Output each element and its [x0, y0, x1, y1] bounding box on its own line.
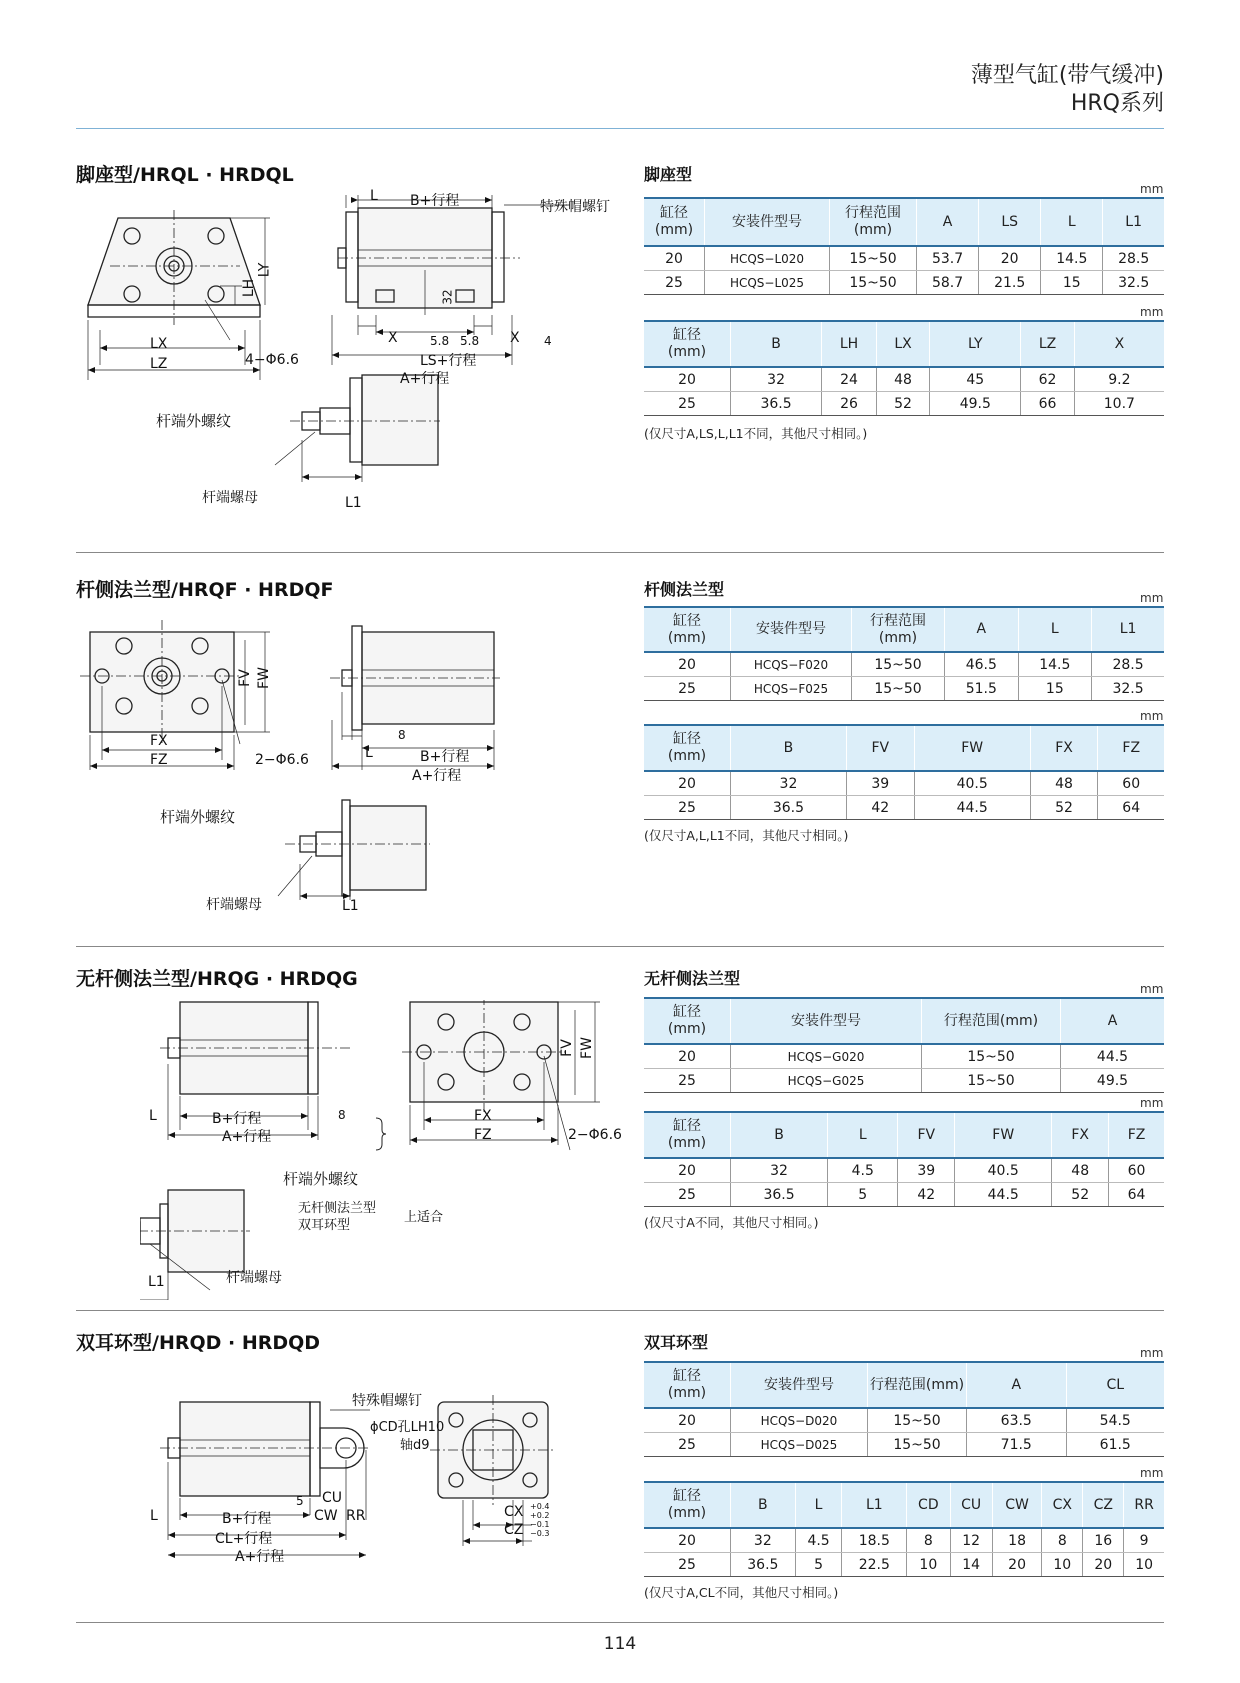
th: L — [795, 1482, 842, 1528]
th: A — [967, 1362, 1067, 1408]
cell: 45 — [930, 367, 1021, 392]
table-row — [644, 1044, 1164, 1069]
foot-hole: 4−Φ6.6 — [245, 352, 299, 368]
cell: HCQS−D025 — [731, 1433, 868, 1457]
cell: 49.5 — [930, 392, 1021, 416]
cell: 62 — [1021, 367, 1074, 392]
table-row — [644, 1069, 1164, 1093]
cell: 20 — [644, 1158, 731, 1183]
dim-b-stroke-rod-flange: B+行程 — [420, 749, 470, 765]
cell: 15~50 — [830, 271, 917, 295]
applies-to-label: 上适合 — [404, 1210, 444, 1225]
table-row — [644, 1183, 1164, 1207]
table-row — [644, 1158, 1164, 1183]
cell: 15~50 — [852, 677, 945, 701]
th: 缸径 (mm) — [644, 198, 705, 246]
cell: 20 — [992, 1553, 1042, 1577]
section-title-head-flange: 无杆侧法兰型/HRQG · HRDQG — [76, 968, 358, 990]
cell: 20 — [644, 652, 731, 677]
dim-fv: FV — [236, 669, 253, 687]
cell: 5 — [828, 1183, 898, 1207]
cell: 25 — [644, 1433, 731, 1457]
applies-clevis: 双耳环型 — [298, 1218, 351, 1233]
cell: 40.5 — [955, 1158, 1052, 1183]
th: 行程范围 (mm) — [830, 198, 917, 246]
cell: 21.5 — [979, 271, 1041, 295]
th: 安装件型号 — [731, 1362, 868, 1408]
cell: 14.5 — [1018, 652, 1092, 677]
th: CZ — [1083, 1482, 1124, 1528]
unit-clevis-1: mm — [1140, 1346, 1164, 1360]
dim-ls-stroke: LS+行程 — [420, 353, 477, 369]
th: 行程范围 (mm) — [852, 607, 945, 652]
cell: HCQS−F025 — [731, 677, 852, 701]
cell: 14.5 — [1041, 246, 1103, 271]
th: X — [1074, 321, 1164, 367]
table-foot-1 — [644, 197, 1164, 295]
section-divider — [76, 946, 1164, 947]
th: 缸径 (mm) — [644, 321, 731, 367]
table-rod-flange-1 — [644, 606, 1164, 701]
dim-lz: LZ — [150, 356, 168, 372]
table-row — [644, 1408, 1164, 1433]
dim-b-stroke-clevis: B+行程 — [222, 1511, 272, 1527]
cell: 15~50 — [922, 1069, 1061, 1093]
th: CX — [1042, 1482, 1083, 1528]
th: FW — [955, 1112, 1052, 1158]
applies-head-flange: 无杆侧法兰型 — [298, 1201, 377, 1216]
table-clevis-1 — [644, 1361, 1164, 1457]
cd-hole-label: ϕCD孔LH10 — [370, 1420, 445, 1435]
cell: 14 — [950, 1553, 992, 1577]
cell: 32.5 — [1103, 271, 1164, 295]
th: LY — [930, 321, 1021, 367]
cell: 4.5 — [828, 1158, 898, 1183]
section-title-clevis: 双耳环型/HRQD · HRDQD — [76, 1332, 321, 1354]
cell: 36.5 — [731, 1553, 796, 1577]
cell: 28.5 — [1092, 652, 1164, 677]
table-foot-2 — [644, 320, 1164, 416]
clevis-drawing — [140, 1390, 570, 1590]
dim-lx: LX — [150, 336, 168, 352]
dim-fx-head: FX — [474, 1108, 492, 1124]
cell: HCQS−G025 — [731, 1069, 922, 1093]
th: LS — [979, 198, 1041, 246]
cell: 20 — [979, 246, 1041, 271]
cell: 10.7 — [1074, 392, 1164, 416]
cell: 15~50 — [868, 1433, 967, 1457]
cell: 8 — [907, 1528, 950, 1553]
cell: 40.5 — [914, 771, 1030, 796]
head-flange-hole: 2−Φ6.6 — [568, 1127, 622, 1143]
cell: 32 — [731, 1528, 796, 1553]
section-divider — [76, 1310, 1164, 1311]
cell: 28.5 — [1103, 246, 1164, 271]
th: CD — [907, 1482, 950, 1528]
cell: 32.5 — [1092, 677, 1164, 701]
dim-cl-stroke: CL+行程 — [215, 1531, 273, 1547]
dim-5-8-left: 5.8 — [430, 334, 450, 348]
unit-rod-flange-2: mm — [1140, 709, 1164, 723]
dim-l1-head-flange: L1 — [148, 1274, 165, 1290]
cell: 12 — [950, 1528, 992, 1553]
cell: 39 — [898, 1158, 955, 1183]
th: 缸径 (mm) — [644, 725, 731, 771]
cell: 20 — [644, 1408, 731, 1433]
rod-thread-label-foot: 杆端外螺纹 — [156, 412, 232, 430]
dim-4: 4 — [544, 334, 552, 348]
unit-rod-flange-1: mm — [1140, 591, 1164, 605]
unit-foot-1: mm — [1140, 182, 1164, 196]
th: CW — [992, 1482, 1042, 1528]
note-head-flange: (仅尺寸A不同，其他尺寸相同。) — [644, 1215, 819, 1230]
cell: 64 — [1109, 1183, 1164, 1207]
th: 行程范围(mm) — [868, 1362, 967, 1408]
cap-screw-label-foot: 特殊帽螺钉 — [540, 199, 610, 215]
head-flange-drawing — [140, 1000, 630, 1300]
table-title-foot: 脚座型 — [644, 165, 693, 184]
cz-tol-dn: −0.3 — [530, 1529, 550, 1538]
cell: HCQS−D020 — [731, 1408, 868, 1433]
cell: 32 — [731, 367, 822, 392]
table-row — [644, 677, 1164, 701]
cell: 44.5 — [1061, 1044, 1165, 1069]
cell: 25 — [644, 677, 731, 701]
dim-a-stroke-foot: A+行程 — [400, 371, 450, 387]
cell: 39 — [846, 771, 914, 796]
rod-nut-label-rod-flange: 杆端螺母 — [206, 897, 262, 913]
dim-x-left: X — [388, 330, 398, 346]
dim-lh: LH — [241, 278, 258, 298]
cell: 52 — [1030, 796, 1098, 820]
header-rule — [76, 128, 1164, 129]
table-clevis-2 — [644, 1481, 1164, 1577]
dim-cu: CU — [322, 1490, 343, 1506]
cell: 52 — [1052, 1183, 1109, 1207]
cell: 32 — [731, 771, 847, 796]
cell: 64 — [1098, 796, 1164, 820]
table-row — [644, 1528, 1164, 1553]
cell: 20 — [644, 1044, 731, 1069]
dim-5-8-right: 5.8 — [460, 334, 480, 348]
cell: HCQS−F020 — [731, 652, 852, 677]
cell: 4.5 — [795, 1528, 842, 1553]
cell: 10 — [907, 1553, 950, 1577]
cell: 25 — [644, 271, 705, 295]
dim-fv-head: FV — [558, 1039, 575, 1057]
cell: 5 — [795, 1553, 842, 1577]
dim-8-rod-flange: 8 — [398, 728, 406, 742]
cell: 8 — [1042, 1528, 1083, 1553]
cap-screw-label-clevis: 特殊帽螺钉 — [352, 1393, 422, 1409]
table-head-flange-2 — [644, 1111, 1164, 1207]
cell: HCQS−G020 — [731, 1044, 922, 1069]
cell: 15~50 — [868, 1408, 967, 1433]
th: B — [731, 1482, 796, 1528]
section-divider — [76, 552, 1164, 553]
table-row — [644, 246, 1164, 271]
th: FZ — [1098, 725, 1164, 771]
table-row — [644, 271, 1164, 295]
cell: 9.2 — [1074, 367, 1164, 392]
unit-clevis-2: mm — [1140, 1466, 1164, 1480]
cell: 48 — [876, 367, 929, 392]
unit-head-flange-2: mm — [1140, 1096, 1164, 1110]
th: CL — [1066, 1362, 1164, 1408]
th: L1 — [1103, 198, 1164, 246]
cell: 15 — [1018, 677, 1092, 701]
cell: 9 — [1124, 1528, 1164, 1553]
note-rod-flange: (仅尺寸A,L,L1不同，其他尺寸相同。) — [644, 828, 849, 843]
table-row — [644, 392, 1164, 416]
note-foot: (仅尺寸A,LS,L,L1不同，其他尺寸相同。) — [644, 426, 868, 441]
cell: 25 — [644, 1183, 731, 1207]
th: B — [731, 725, 847, 771]
page-number: 114 — [603, 1634, 637, 1654]
cell: 22.5 — [842, 1553, 907, 1577]
rod-nut-label-foot: 杆端螺母 — [202, 490, 258, 506]
table-head-flange-1 — [644, 997, 1164, 1093]
unit-foot-2: mm — [1140, 305, 1164, 319]
cell: 53.7 — [917, 246, 979, 271]
th: 缸径 (mm) — [644, 1482, 731, 1528]
dim-cz: CZ — [504, 1522, 524, 1538]
th: A — [945, 607, 1019, 652]
cell: 61.5 — [1066, 1433, 1164, 1457]
section-title-rod-flange: 杆侧法兰型/HRQF · HRDQF — [76, 579, 334, 601]
cell: 18.5 — [842, 1528, 907, 1553]
dim-32: 32 — [440, 289, 455, 305]
dim-fz-head: FZ — [474, 1127, 492, 1143]
th: FW — [914, 725, 1030, 771]
dim-l-head-flange: L — [149, 1108, 157, 1124]
cell: 16 — [1083, 1528, 1124, 1553]
note-clevis: (仅尺寸A,CL不同，其他尺寸相同。) — [644, 1585, 839, 1600]
cell: 25 — [644, 392, 731, 416]
dim-a-stroke-rod-flange: A+行程 — [412, 768, 462, 784]
table-row — [644, 796, 1164, 820]
cell: 42 — [846, 796, 914, 820]
cell: 15~50 — [922, 1044, 1061, 1069]
footer-rule — [76, 1622, 1164, 1623]
dim-rr: RR — [346, 1508, 366, 1524]
cell: 25 — [644, 796, 731, 820]
cx-tol-up: +0.4 — [530, 1502, 550, 1511]
cell: 20 — [644, 367, 731, 392]
th: L — [1041, 198, 1103, 246]
th: FX — [1030, 725, 1098, 771]
th: FX — [1052, 1112, 1109, 1158]
th: L1 — [1092, 607, 1164, 652]
dim-l1-rod-flange: L1 — [342, 898, 359, 914]
dim-x-right: X — [510, 330, 520, 346]
cell: 15~50 — [830, 246, 917, 271]
header-title: 薄型气缸(带气缓冲) — [970, 63, 1164, 88]
th: L — [828, 1112, 898, 1158]
dim-fw-head: FW — [578, 1037, 595, 1059]
th: 行程范围(mm) — [922, 998, 1061, 1044]
cell: 71.5 — [967, 1433, 1067, 1457]
rod-thread-label-head-flange: 杆端外螺纹 — [283, 1170, 359, 1188]
cell: 36.5 — [731, 1183, 828, 1207]
cell: HCQS−L020 — [705, 246, 830, 271]
cell: 10 — [1124, 1553, 1164, 1577]
cell: 20 — [1083, 1553, 1124, 1577]
section-title-foot: 脚座型/HRQL · HRDQL — [76, 164, 294, 186]
rod-nut-label-head-flange: 杆端螺母 — [226, 1270, 282, 1286]
cell: 15~50 — [852, 652, 945, 677]
cell: 58.7 — [917, 271, 979, 295]
cell: 48 — [1052, 1158, 1109, 1183]
cell: 26 — [822, 392, 877, 416]
dim-b-stroke-head-flange: B+行程 — [212, 1111, 262, 1127]
rod-thread-label-rod-flange: 杆端外螺纹 — [160, 808, 236, 826]
cell: 18 — [992, 1528, 1042, 1553]
table-rod-flange-2 — [644, 724, 1164, 820]
th: LZ — [1021, 321, 1074, 367]
th: FZ — [1109, 1112, 1164, 1158]
cell: 25 — [644, 1553, 731, 1577]
cell: 20 — [644, 771, 731, 796]
dim-5-clevis: 5 — [296, 1494, 304, 1508]
cell: 63.5 — [967, 1408, 1067, 1433]
cell: 20 — [644, 246, 705, 271]
th: 缸径 (mm) — [644, 607, 731, 652]
cell: 25 — [644, 1069, 731, 1093]
th: 安装件型号 — [705, 198, 830, 246]
cell: 10 — [1042, 1553, 1083, 1577]
cell: 54.5 — [1066, 1408, 1164, 1433]
cell: 60 — [1109, 1158, 1164, 1183]
th: B — [731, 321, 822, 367]
table-title-rod-flange: 杆侧法兰型 — [644, 580, 725, 599]
cell: 15 — [1041, 271, 1103, 295]
dim-ly: LY — [256, 262, 273, 278]
th: LX — [876, 321, 929, 367]
dim-fw: FW — [255, 667, 272, 689]
cx-tol-dn: +0.2 — [530, 1511, 550, 1520]
cell: 51.5 — [945, 677, 1019, 701]
cell: 32 — [731, 1158, 828, 1183]
table-title-clevis: 双耳环型 — [644, 1333, 709, 1352]
dim-l1-foot: L1 — [345, 495, 362, 511]
cell: 60 — [1098, 771, 1164, 796]
cell: 36.5 — [731, 392, 822, 416]
cell: 46.5 — [945, 652, 1019, 677]
dim-a-stroke-clevis: A+行程 — [235, 1549, 285, 1565]
dim-fx: FX — [150, 733, 168, 749]
cell: 44.5 — [955, 1183, 1052, 1207]
th: B — [731, 1112, 828, 1158]
dim-l-rod-flange: L — [365, 745, 373, 761]
cell: 52 — [876, 392, 929, 416]
th: L1 — [842, 1482, 907, 1528]
table-row — [644, 367, 1164, 392]
dim-l-foot: L — [370, 188, 378, 204]
table-row — [644, 1553, 1164, 1577]
table-row — [644, 1433, 1164, 1457]
dim-l-clevis: L — [150, 1508, 158, 1524]
dim-cx: CX — [504, 1504, 524, 1520]
flange-hole: 2−Φ6.6 — [255, 752, 309, 768]
unit-head-flange-1: mm — [1140, 982, 1164, 996]
table-row — [644, 652, 1164, 677]
cz-tol-up: −0.1 — [530, 1520, 550, 1529]
th: 安装件型号 — [731, 998, 922, 1044]
cell: HCQS−L025 — [705, 271, 830, 295]
foot-type-drawing — [80, 190, 640, 520]
dim-b-stroke-foot: B+行程 — [410, 193, 460, 209]
th: 缸径 (mm) — [644, 1362, 731, 1408]
th: FV — [846, 725, 914, 771]
th: 缸径 (mm) — [644, 998, 731, 1044]
th: A — [1061, 998, 1165, 1044]
th: 缸径 (mm) — [644, 1112, 731, 1158]
cell: 66 — [1021, 392, 1074, 416]
shaft-label: 轴d9 — [400, 1438, 430, 1453]
dim-a-stroke-head-flange: A+行程 — [222, 1129, 272, 1145]
dim-fz: FZ — [150, 752, 168, 768]
table-title-head-flange: 无杆侧法兰型 — [644, 969, 741, 988]
table-row — [644, 771, 1164, 796]
th: 安装件型号 — [731, 607, 852, 652]
th: CU — [950, 1482, 992, 1528]
cell: 44.5 — [914, 796, 1030, 820]
dim-8-head-flange: 8 — [338, 1108, 346, 1122]
page-header — [971, 62, 1164, 118]
cell: 48 — [1030, 771, 1098, 796]
th: LH — [822, 321, 877, 367]
dim-cw: CW — [314, 1508, 338, 1524]
cell: 20 — [644, 1528, 731, 1553]
th: L — [1018, 607, 1092, 652]
cell: 42 — [898, 1183, 955, 1207]
th: FV — [898, 1112, 955, 1158]
cell: 24 — [822, 367, 877, 392]
th: A — [917, 198, 979, 246]
cell: 36.5 — [731, 796, 847, 820]
cell: 49.5 — [1061, 1069, 1165, 1093]
th: RR — [1124, 1482, 1164, 1528]
header-series: HRQ系列 — [1070, 91, 1164, 116]
